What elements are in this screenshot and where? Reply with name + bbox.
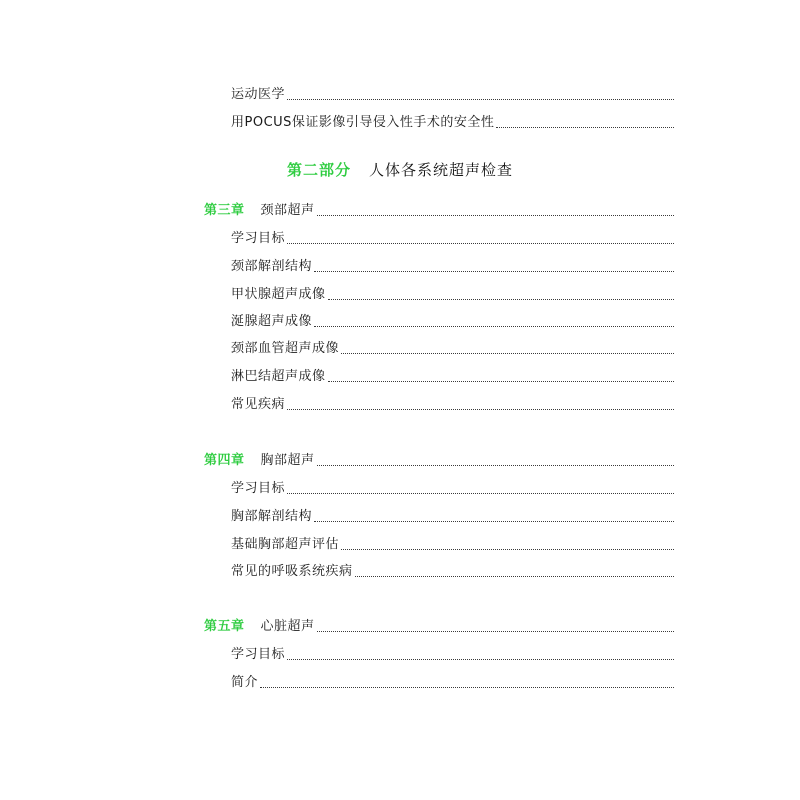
- dot-leader: [328, 299, 674, 300]
- chapter-number: 第五章: [204, 619, 245, 634]
- part-number: 第二部分: [286, 161, 351, 179]
- toc-entry-title: 学习目标: [231, 231, 286, 246]
- toc-entry-title: 常见的呼吸系统疾病: [231, 564, 353, 579]
- toc-entry[interactable]: [231, 86, 674, 104]
- dot-leader: [328, 381, 674, 382]
- toc-entry[interactable]: [231, 508, 674, 526]
- dot-leader: [287, 659, 674, 660]
- toc-entry-title: 学习目标: [231, 481, 286, 496]
- dot-leader: [317, 631, 674, 632]
- toc-entry[interactable]: [231, 536, 674, 554]
- toc-entry[interactable]: [231, 286, 674, 304]
- chapter-number: 第三章: [204, 203, 245, 218]
- toc-entry[interactable]: [231, 114, 674, 132]
- chapter-number: 第四章: [204, 453, 245, 468]
- chapter-heading[interactable]: [204, 452, 674, 470]
- part-heading: [0, 159, 800, 180]
- toc-entry-title: 甲状腺超声成像: [231, 287, 326, 302]
- dot-leader: [287, 409, 674, 410]
- dot-leader: [287, 493, 674, 494]
- toc-entry[interactable]: [231, 313, 674, 331]
- toc-entry[interactable]: [231, 340, 674, 358]
- dot-leader: [341, 549, 674, 550]
- toc-entry-title: 用POCUS保证影像引导侵入性手术的安全性: [231, 115, 495, 130]
- part-title: 人体各系统超声检查: [369, 161, 514, 179]
- toc-entry-title: 淋巴结超声成像: [231, 369, 326, 384]
- toc-entry[interactable]: [231, 396, 674, 414]
- toc-entry-title: 颈部解剖结构: [231, 259, 313, 274]
- toc-entry-title: 简介: [231, 675, 259, 690]
- toc-entry-title: 颈部血管超声成像: [231, 341, 340, 356]
- chapter-title: 心脏超声: [260, 619, 315, 634]
- chapter-heading[interactable]: [204, 618, 674, 636]
- dot-leader: [317, 465, 674, 466]
- dot-leader: [314, 521, 674, 522]
- chapter-title: 胸部超声: [260, 453, 315, 468]
- toc-entry[interactable]: [231, 674, 674, 692]
- toc-entry-title: 胸部解剖结构: [231, 509, 313, 524]
- chapter-heading[interactable]: [204, 202, 674, 220]
- toc-entry[interactable]: [231, 646, 674, 664]
- dot-leader: [496, 127, 674, 128]
- toc-entry[interactable]: [231, 480, 674, 498]
- dot-leader: [287, 99, 674, 100]
- dot-leader: [317, 215, 674, 216]
- chapter-title: 颈部超声: [260, 203, 315, 218]
- dot-leader: [314, 326, 674, 327]
- toc-entry[interactable]: [231, 258, 674, 276]
- toc-entry-title: 基础胸部超声评估: [231, 537, 340, 552]
- dot-leader: [355, 576, 674, 577]
- toc-entry-title: 运动医学: [231, 87, 286, 102]
- toc-entry-title: 常见疾病: [231, 397, 286, 412]
- toc-entry[interactable]: [231, 230, 674, 248]
- dot-leader: [260, 687, 674, 688]
- dot-leader: [287, 243, 674, 244]
- toc-entry-title: 涎腺超声成像: [231, 314, 313, 329]
- toc-entry[interactable]: [231, 368, 674, 386]
- toc-entry[interactable]: [231, 563, 674, 581]
- dot-leader: [314, 271, 674, 272]
- dot-leader: [341, 353, 674, 354]
- toc-entry-title: 学习目标: [231, 647, 286, 662]
